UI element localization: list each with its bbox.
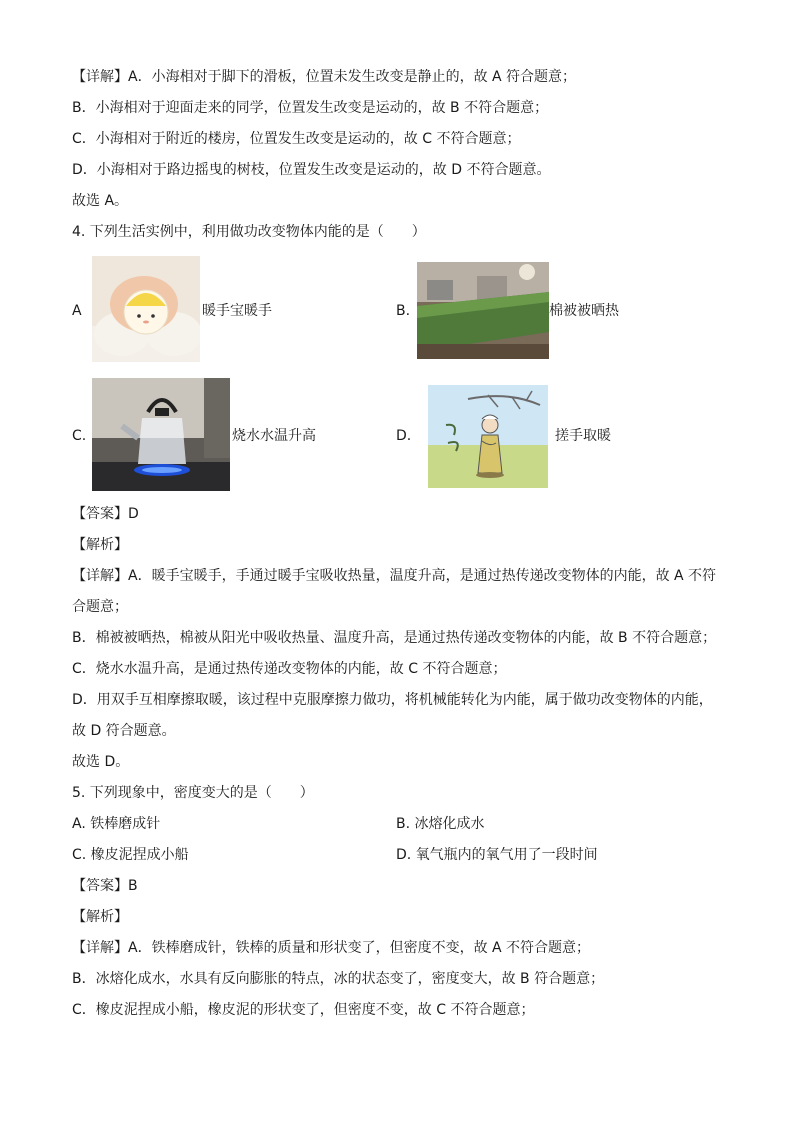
q5-option-b: B. 冰熔化成水	[396, 816, 485, 832]
q4-option-c-label: 烧水水温升高	[232, 428, 316, 444]
q4-detail-line: B．棉被被晒热，棉被从阳光中吸收热量、温度升高，是通过热传递改变物体的内能，故 B 不符合题意；	[72, 630, 717, 646]
q4-option-b-label: 棉被被晒热	[549, 303, 619, 319]
q4-stem: 4. 下列生活实例中，利用做功改变物体内能的是（ ）	[72, 224, 426, 240]
q5-analysis: 【解析】	[72, 909, 128, 925]
kettle-stove-photo	[92, 378, 230, 491]
q4-option-d-letter: D.	[396, 428, 412, 444]
q4-analysis: 【解析】	[72, 537, 128, 553]
q4-detail-line: D．用双手互相摩擦取暖，该过程中克服摩擦力做功，将机械能转化为内能，属于做功改变物体的内能，	[72, 692, 713, 708]
q4-detail-line: 合题意；	[72, 599, 128, 615]
q5-answer: 【答案】B	[72, 878, 138, 894]
q4-choose: 故选 D。	[72, 754, 130, 770]
q3-detail-d: D．小海相对于路边摇曳的树枝，位置发生改变是运动的，故 D 不符合题意。	[72, 162, 551, 178]
q5-option-d: D. 氧气瓶内的氧气用了一段时间	[396, 847, 598, 863]
q4-detail-line: 【详解】A．暖手宝暖手，手通过暖手宝吸收热量，温度升高，是通过热传递改变物体的内能，故 A 不符	[72, 568, 717, 584]
q3-choose: 故选 A。	[72, 193, 129, 209]
q5-option-a: A. 铁棒磨成针	[72, 816, 161, 832]
q4-detail-line: C．烧水水温升高，是通过热传递改变物体的内能，故 C 不符合题意；	[72, 661, 507, 677]
q4-option-c-letter: C.	[72, 428, 87, 444]
q4-detail-line: 故 D 符合题意。	[72, 723, 176, 739]
q5-stem: 5. 下列现象中，密度变大的是（ ）	[72, 785, 314, 801]
quilt-sun-photo	[417, 262, 549, 359]
q4-option-a-label: 暖手宝暖手	[202, 303, 272, 319]
q5-detail-line: B．冰熔化成水，水具有反向膨胀的特点，冰的状态变了，密度变大，故 B 符合题意；	[72, 971, 605, 987]
rubbing-hands-drawing	[428, 385, 548, 488]
q4-option-d-label: 搓手取暖	[555, 428, 611, 444]
q4-option-b-letter: B.	[396, 303, 411, 319]
q4-answer: 【答案】D	[72, 506, 139, 522]
q5-detail-line: C．橡皮泥捏成小船，橡皮泥的形状变了，但密度不变，故 C 不符合题意；	[72, 1002, 535, 1018]
q5-option-c: C. 橡皮泥捏成小船	[72, 847, 189, 863]
q3-detail-b: B．小海相对于迎面走来的同学，位置发生改变是运动的，故 B 不符合题意；	[72, 100, 549, 116]
q5-detail-line: 【详解】A．铁棒磨成针，铁棒的质量和形状变了，但密度不变，故 A 不符合题意；	[72, 940, 591, 956]
q4-option-a-letter: A	[72, 303, 82, 319]
hand-warmer-photo	[92, 256, 200, 362]
q3-detail-a: 【详解】A．小海相对于脚下的滑板，位置未发生改变是静止的，故 A 符合题意；	[72, 69, 577, 85]
q3-detail-c: C．小海相对于附近的楼房，位置发生改变是运动的，故 C 不符合题意；	[72, 131, 521, 147]
